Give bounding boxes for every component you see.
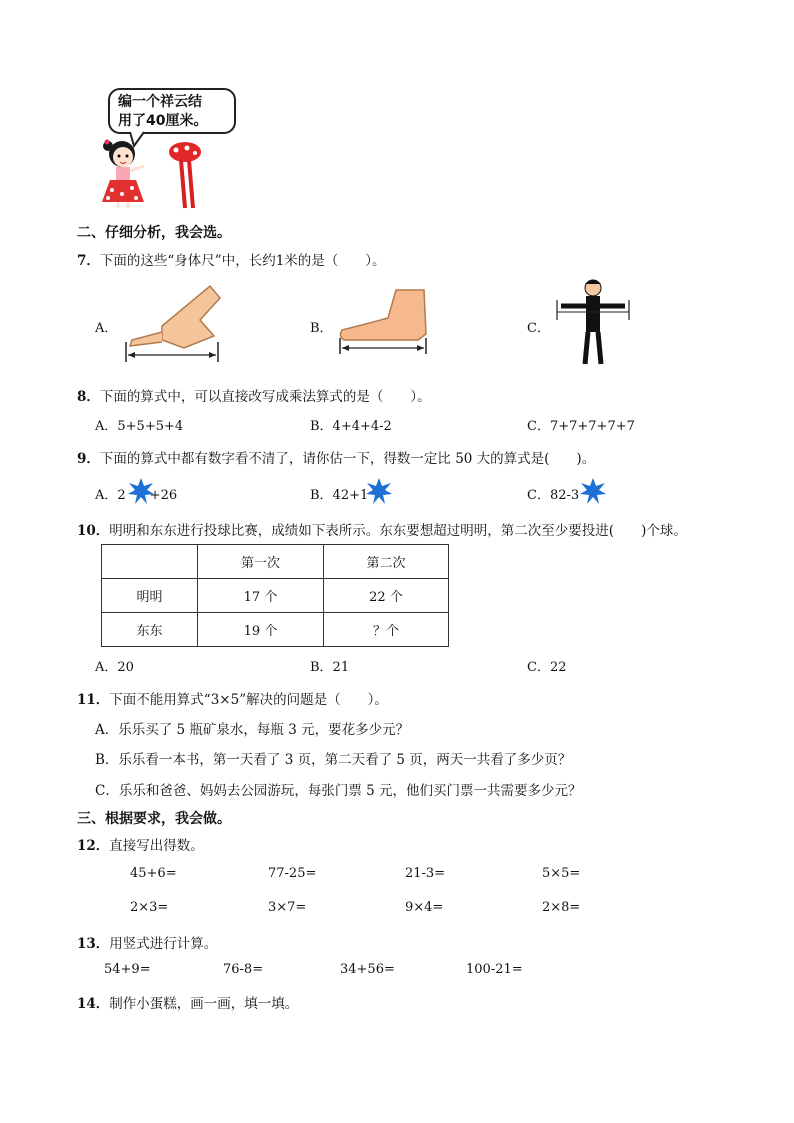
question-13-number: 13．: [77, 936, 110, 952]
table-header-row: [102, 545, 449, 579]
table-cell: 明明: [102, 579, 198, 613]
girl-illustration-icon: [98, 138, 158, 210]
question-13-text: 用竖式进行计算。: [109, 936, 218, 952]
question-12-number: 12．: [77, 838, 110, 854]
table-cell: 19 个: [198, 613, 324, 647]
question-13: [77, 932, 217, 952]
calc-item: 5×5=: [542, 866, 581, 881]
q7-option-a-label[interactable]: A．: [95, 321, 118, 336]
calc-item: 2×8=: [542, 900, 581, 915]
question-12-text: 直接写出得数。: [109, 838, 204, 854]
q8-option-b[interactable]: B．4+4+4-2: [310, 419, 392, 434]
vertical-calc-item: 54+9=: [104, 962, 151, 977]
vertical-calc-item: 76-8=: [223, 962, 264, 977]
ink-blot-icon: [366, 478, 392, 504]
bubble-line-2: 用了40厘米。: [118, 113, 208, 129]
q11-option-c[interactable]: C．乐乐和爸爸、妈妈去公园游玩，每张门票 5 元，他们买门票一共需要多少元？: [95, 783, 582, 799]
question-10-number: 10．: [77, 523, 110, 539]
question-14: [77, 992, 298, 1012]
table-cell: 东东: [102, 613, 198, 647]
q8-option-a[interactable]: A．5+5+5+4: [95, 419, 184, 434]
question-7-text: 下面的这些“身体尺”中，长约1米的是（ ）。: [99, 253, 386, 269]
speech-bubble: [108, 88, 236, 134]
hand-span-icon: [122, 280, 222, 365]
vertical-calc-item: 34+56=: [340, 962, 395, 977]
table-row: [102, 613, 449, 647]
table-header-cell: [102, 545, 198, 579]
question-11: [77, 688, 388, 708]
question-8-number: 8．: [77, 389, 100, 405]
q11-option-a[interactable]: A．乐乐买了 5 瓶矿泉水，每瓶 3 元，要花多少元？: [95, 722, 410, 738]
question-8-text: 下面的算式中，可以直接改写成乘法算式的是（ ）。: [99, 389, 431, 405]
question-14-number: 14．: [77, 996, 110, 1012]
question-11-text: 下面不能用算式“3×5”解决的问题是（ ）。: [109, 692, 388, 708]
question-10: [77, 519, 687, 539]
ink-blot-icon: [580, 478, 606, 504]
calc-item: 77-25=: [268, 866, 317, 881]
q9-option-a-label: A．2: [95, 488, 126, 503]
table-cell: ？个: [324, 613, 449, 647]
q11-option-b[interactable]: B．乐乐看一本书，第一天看了 3 页，第二天看了 5 页，两天一共看了多少页？: [95, 752, 572, 768]
question-12: [77, 834, 204, 854]
table-row: [102, 579, 449, 613]
q9-option-c[interactable]: C．82-3: [527, 488, 580, 503]
ink-blot-icon: [128, 478, 154, 504]
question-10-text: 明明和东东进行投球比赛，成绩如下表所示。东东要想超过明明，第二次至少要投进( )个球。: [109, 523, 687, 539]
calc-item: 9×4=: [405, 900, 444, 915]
question-7-number: 7．: [77, 253, 100, 269]
arm-span-person-icon: [555, 276, 631, 368]
question-8: [77, 385, 431, 405]
calc-item: 2×3=: [130, 900, 169, 915]
q10-option-c[interactable]: C．22: [527, 660, 567, 675]
vertical-calc-item: 100-21=: [466, 962, 523, 977]
table-cell: 22 个: [324, 579, 449, 613]
q10-option-a[interactable]: A．20: [95, 660, 134, 675]
ribbon-knot-icon: [165, 140, 205, 210]
calc-item: 3×7=: [268, 900, 307, 915]
question-7: [77, 249, 386, 269]
table-header-cell: 第二次: [324, 545, 449, 579]
question-14-text: 制作小蛋糕，画一画，填一填。: [109, 996, 299, 1012]
question-9-text: 下面的算式中都有数字看不清了，请你估一下，得数一定比 50 大的算式是( )。: [99, 451, 596, 467]
question-9-number: 9．: [77, 451, 100, 467]
calc-item: 45+6=: [130, 866, 177, 881]
foot-length-icon: [336, 288, 430, 356]
q7-option-b-label[interactable]: B．: [310, 321, 333, 336]
q8-option-c[interactable]: C．7+7+7+7+7: [527, 419, 635, 434]
section-2-title: 二、仔细分析，我会选。: [77, 225, 231, 241]
calc-item: 21-3=: [405, 866, 446, 881]
q10-option-b[interactable]: B．21: [310, 660, 350, 675]
q9-option-b[interactable]: B．42+1: [310, 488, 369, 503]
question-9: [77, 447, 595, 467]
bubble-line-1: 编一个祥云结: [118, 94, 202, 110]
section-3-title: 三、根据要求，我会做。: [77, 811, 231, 827]
question-11-number: 11．: [77, 692, 110, 708]
table-header-cell: 第一次: [198, 545, 324, 579]
q7-option-c-label[interactable]: C．: [527, 321, 550, 336]
table-cell: 17 个: [198, 579, 324, 613]
score-table: [101, 544, 449, 647]
q9-option-a-suffix: +26: [149, 488, 178, 503]
